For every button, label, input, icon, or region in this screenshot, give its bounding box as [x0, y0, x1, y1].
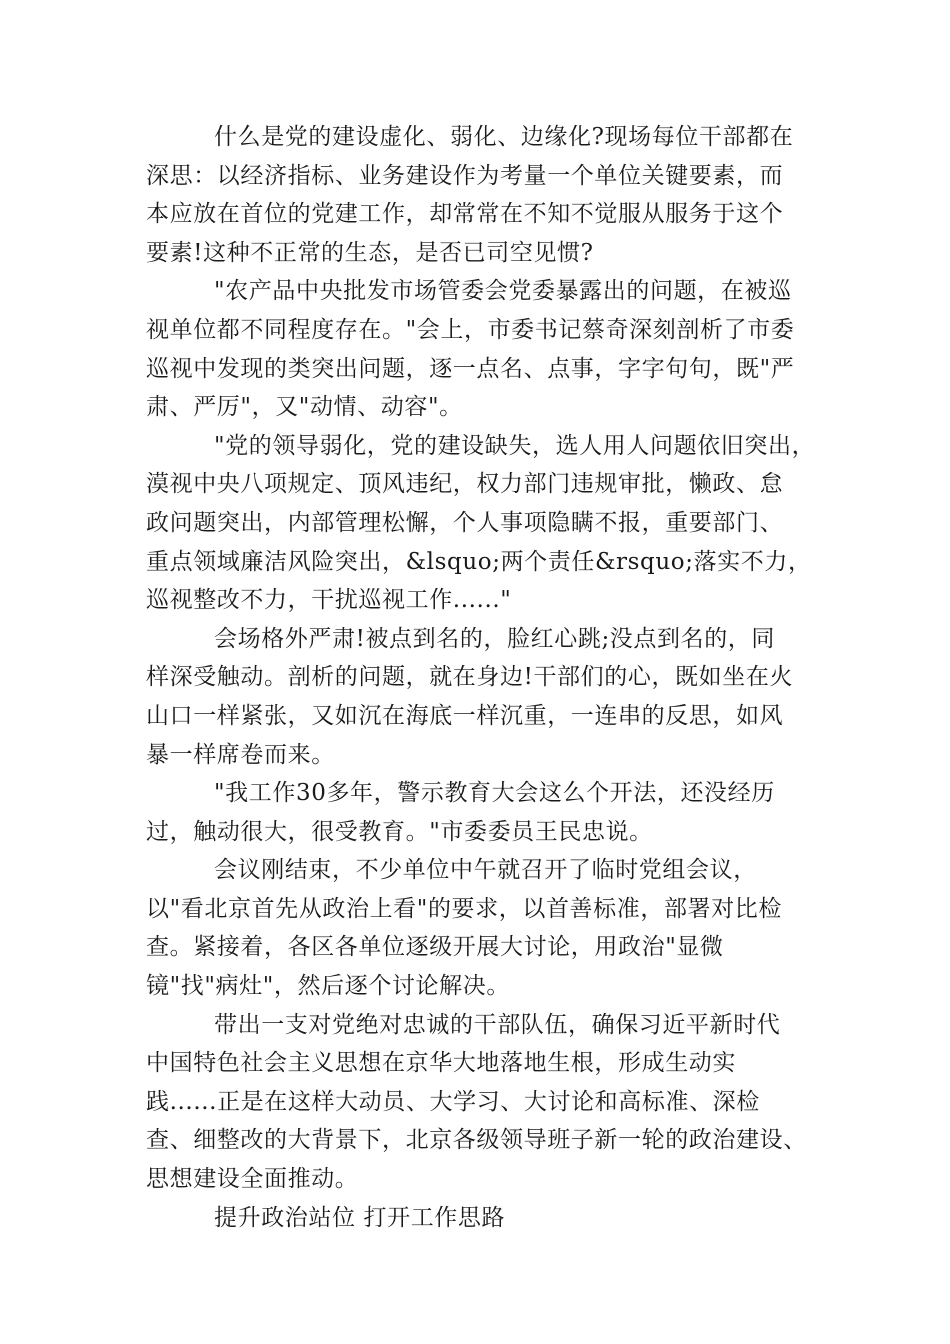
text-line: "党的领导弱化，党的建设缺失，选人用人问题依旧突出， — [214, 432, 816, 459]
text-line: 要素!这种不正常的生态，是否已司空见惯? — [146, 239, 594, 266]
text-line: 漠视中央八项规定、顶风违纪，权力部门违规审批，懒政、怠 — [146, 471, 784, 498]
text-line: 山口一样紧张，又如沉在海底一样沉重，一连串的反思，如风 — [146, 702, 784, 729]
text-line: 会议刚结束，不少单位中午就召开了临时党组会议， — [214, 857, 757, 884]
text-line: 暴一样席卷而来。 — [146, 741, 335, 768]
text-line: "农产品中央批发市场管委会党委暴露出的问题，在被巡 — [214, 278, 792, 305]
text-line: "我工作30多年，警示教育大会这么个开法，还没经历 — [214, 780, 775, 807]
text-line: 思想建设全面推动。 — [146, 1166, 359, 1193]
text-line: 过，触动很大，很受教育。"市委委员王民忠说。 — [146, 818, 653, 845]
text-line: 视单位都不同程度存在。"会上，市委书记蔡奇深刻剖析了市委 — [146, 316, 795, 343]
text-line: 肃、严厉"，又"动情、动容"。 — [146, 394, 463, 421]
text-line: 践......正是在这样大动员、大学习、大讨论和高标准、深检 — [146, 1088, 760, 1115]
text-line: 带出一支对党绝对忠诚的干部队伍，确保习近平新时代 — [214, 1011, 781, 1038]
text-line: 政问题突出，内部管理松懈，个人事项隐瞒不报，重要部门、 — [146, 509, 784, 536]
text-line: 查、细整改的大背景下，北京各级领导班子新一轮的政治建设、 — [146, 1127, 807, 1154]
text-line: 提升政治站位 打开工作思路 — [214, 1204, 506, 1231]
article-body — [146, 118, 818, 1237]
text-line: 样深受触动。剖析的问题，就在身边!干部们的心，既如坐在火 — [146, 664, 794, 691]
text-line: 巡视整改不力，干扰巡视工作......" — [146, 587, 512, 614]
text-line: 查。紧接着，各区各单位逐级开展大讨论，用政治"显微 — [146, 934, 724, 961]
text-line: 会场格外严肃!被点到名的，脸红心跳;没点到名的，同 — [214, 625, 775, 652]
text-line: 以"看北京首先从政治上看"的要求，以首善标准，部署对比检 — [146, 895, 782, 922]
text-line: 什么是党的建设虚化、弱化、边缘化?现场每位干部都在 — [214, 124, 794, 150]
text-line: 深思：以经济指标、业务建设作为考量一个单位关键要素，而 — [146, 162, 784, 189]
text-line: 本应放在首位的党建工作，却常常在不知不觉服从服务于这个 — [146, 201, 784, 228]
text-line: 镜"找"病灶"，然后逐个讨论解决。 — [146, 973, 510, 1000]
text-line: 巡视中发现的类突出问题，逐一点名、点事，字字句句，既"严 — [146, 355, 795, 382]
text-line: 重点领域廉洁风险突出，&lsquo;两个责任&rsquo;落实不力， — [146, 548, 812, 575]
text-line: 中国特色社会主义思想在京华大地落地生根，形成生动实 — [146, 1050, 736, 1077]
